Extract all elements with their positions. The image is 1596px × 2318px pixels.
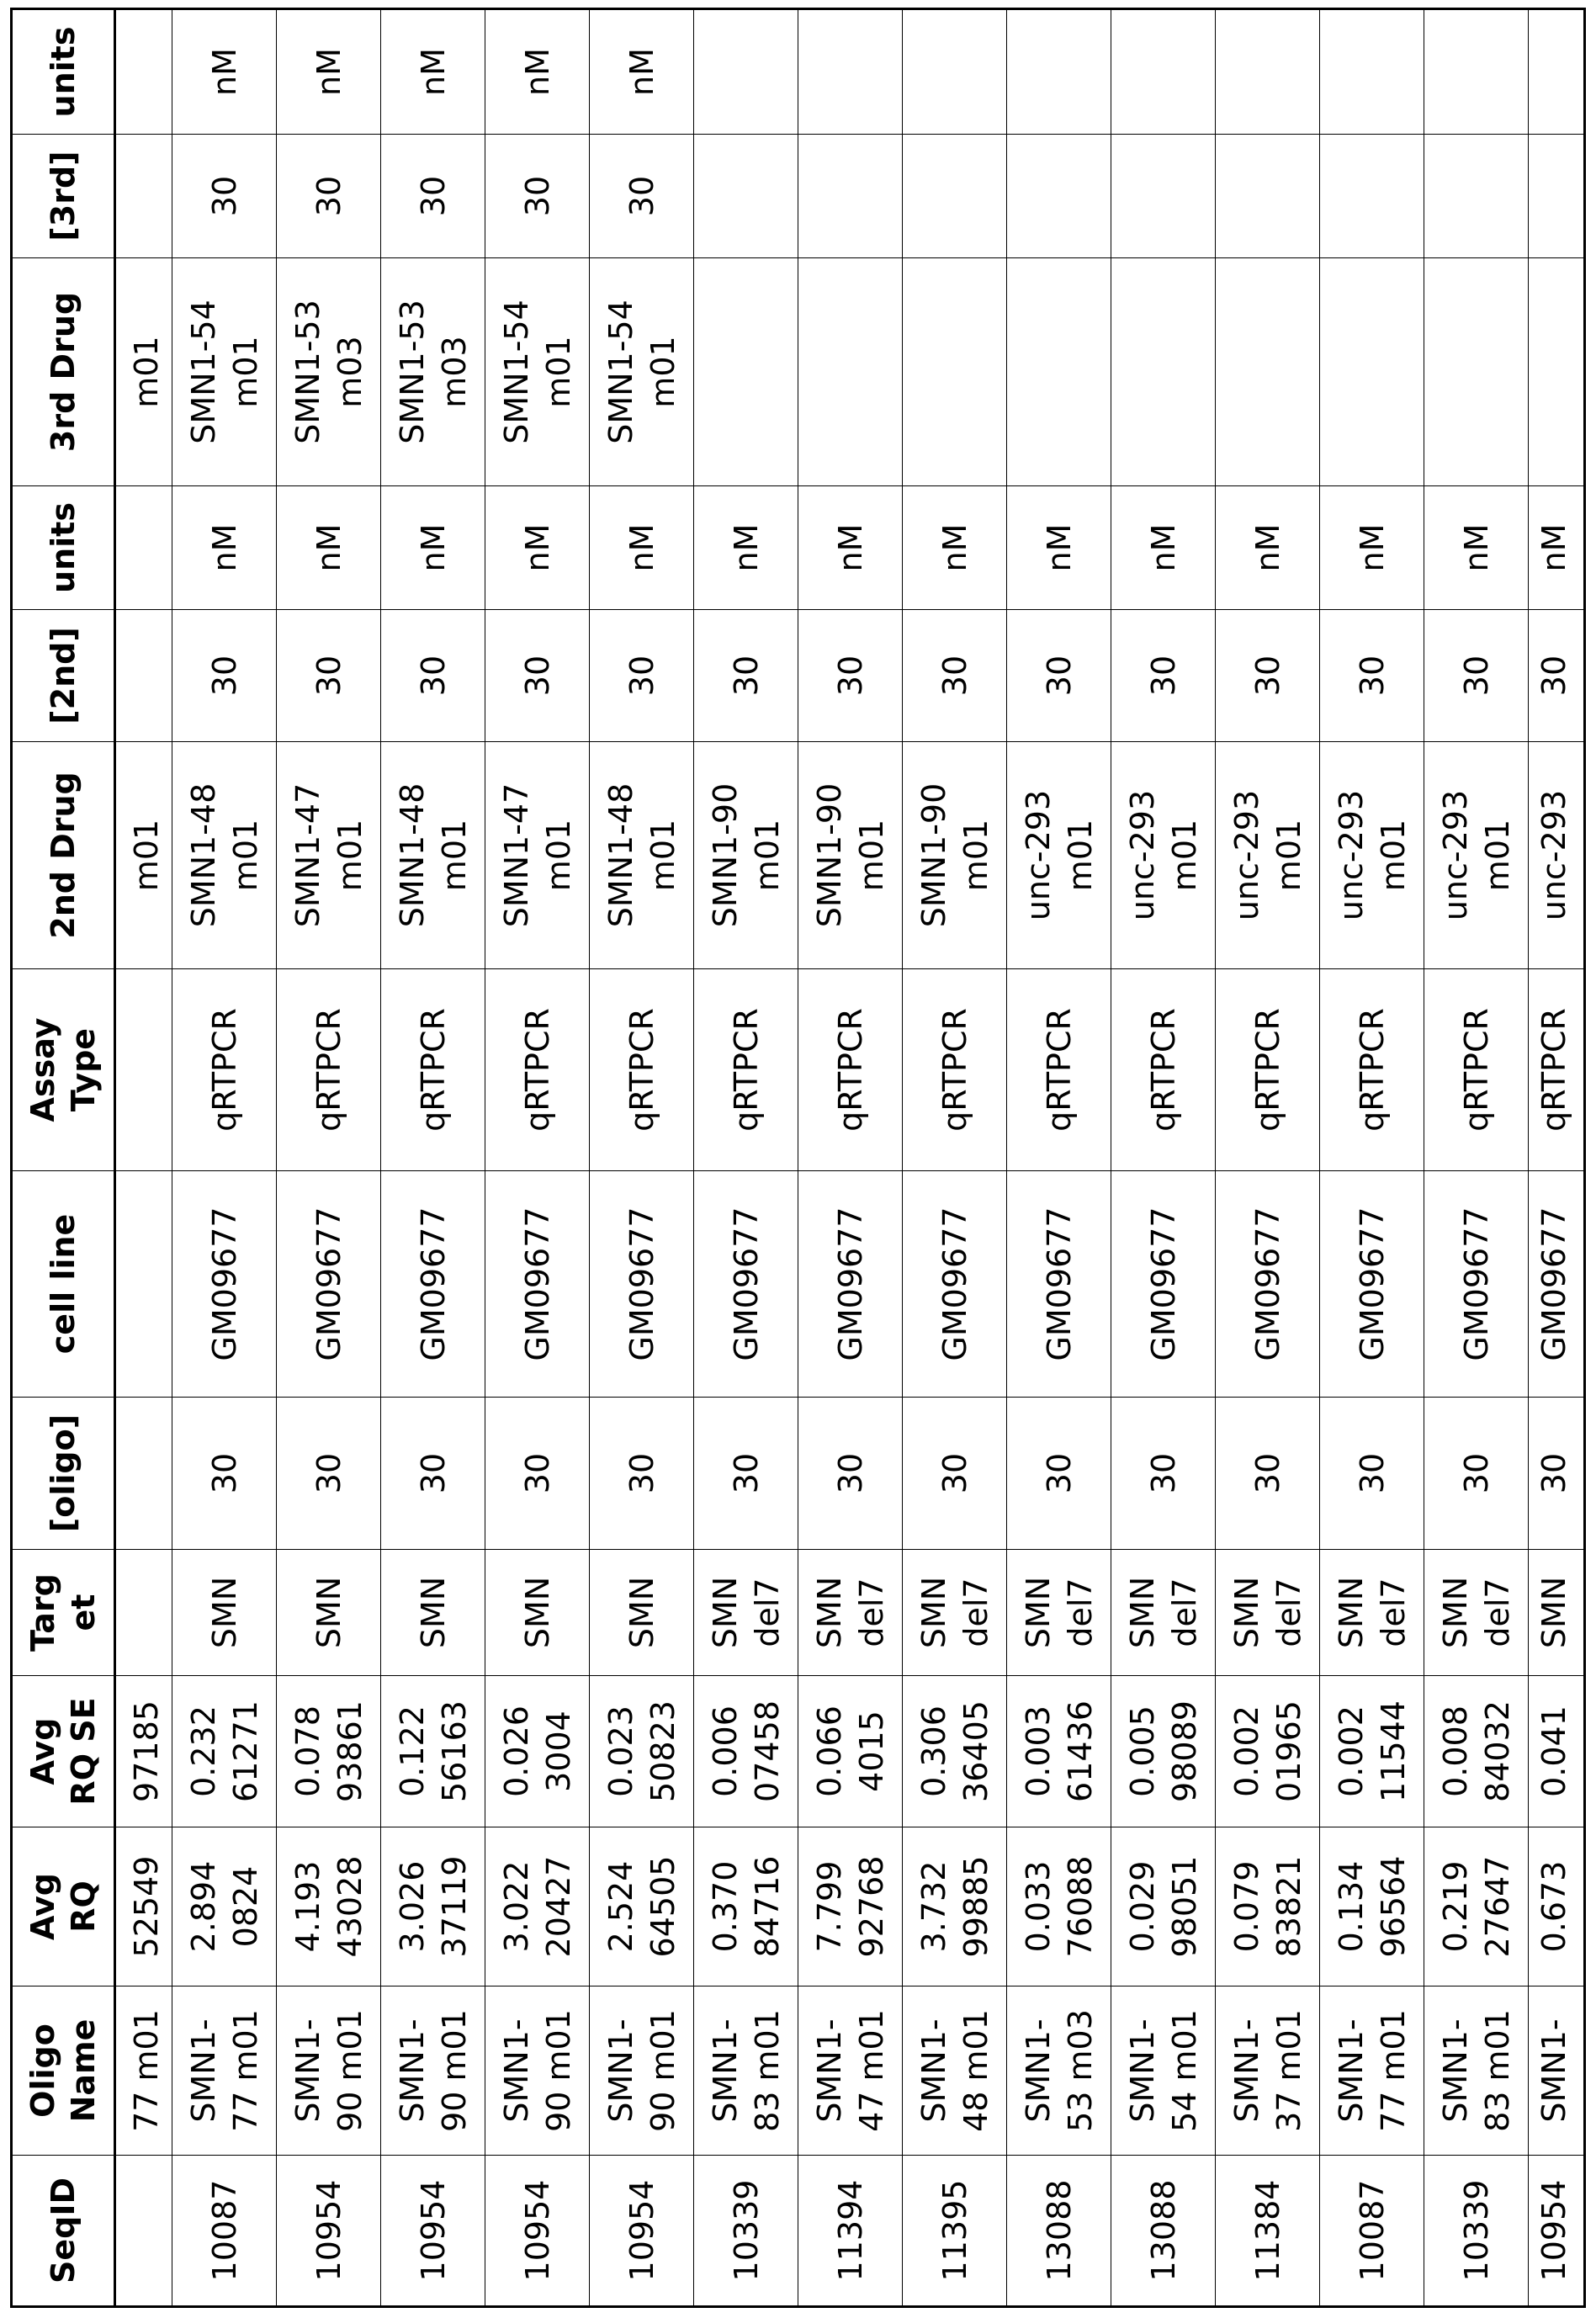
table-row xyxy=(1007,9,1111,2307)
cell: 0.370 84716 xyxy=(694,1827,798,1986)
cell: GM09677 xyxy=(1216,1171,1320,1398)
cell: 3.022 20427 xyxy=(485,1827,590,1986)
cell: GM09677 xyxy=(485,1171,590,1398)
cell: 10954 xyxy=(277,2156,381,2307)
cell: nM xyxy=(277,9,381,135)
cell: nM xyxy=(1424,486,1529,610)
cell: SMN1-54 m01 xyxy=(485,258,590,486)
cell xyxy=(798,135,903,258)
cell: 0.066 4015 xyxy=(798,1676,903,1827)
cell: unc-293 m01 xyxy=(1424,742,1529,969)
cell: GM09677 xyxy=(590,1171,694,1398)
cell: SMN1-54 m01 xyxy=(590,258,694,486)
cell xyxy=(115,9,172,135)
cell xyxy=(1007,258,1111,486)
cell xyxy=(1320,135,1424,258)
cell: qRTPCR xyxy=(1320,969,1424,1171)
cell: SMN1- 90 m01 xyxy=(381,1986,485,2156)
cell: 30 xyxy=(381,135,485,258)
cell: SMN1-48 m01 xyxy=(172,742,277,969)
cell: nM xyxy=(1529,486,1585,610)
cell: GM09677 xyxy=(1007,1171,1111,1398)
cell xyxy=(115,1550,172,1676)
cell: nM xyxy=(172,9,277,135)
cell: 10087 xyxy=(1320,2156,1424,2307)
cell: 11384 xyxy=(1216,2156,1320,2307)
cell xyxy=(1529,258,1585,486)
header-2nd-drug: 2nd Drug xyxy=(12,742,115,969)
cell: unc-293 m01 xyxy=(1111,742,1216,969)
cell xyxy=(1216,9,1320,135)
cell: GM09677 xyxy=(381,1171,485,1398)
cell: GM09677 xyxy=(277,1171,381,1398)
cell xyxy=(1111,258,1216,486)
cell: 0.023 50823 xyxy=(590,1676,694,1827)
cell: 11395 xyxy=(903,2156,1007,2307)
cell: 13088 xyxy=(1111,2156,1216,2307)
cell xyxy=(115,969,172,1171)
cell: 30 xyxy=(694,610,798,742)
cell: SMN1- 90 m01 xyxy=(485,1986,590,2156)
cell: qRTPCR xyxy=(694,969,798,1171)
table-row xyxy=(172,9,277,2307)
cell: 97185 xyxy=(115,1676,172,1827)
cell: unc-293 m01 xyxy=(1320,742,1424,969)
cell: 30 xyxy=(1529,1398,1585,1550)
cell: m01 xyxy=(115,258,172,486)
table-row xyxy=(590,9,694,2307)
cell: 30 xyxy=(172,135,277,258)
cell: SMN xyxy=(172,1550,277,1676)
cell xyxy=(1111,9,1216,135)
table-row xyxy=(1424,9,1529,2307)
cell: 30 xyxy=(1529,610,1585,742)
cell: 0.134 96564 xyxy=(1320,1827,1424,1986)
cell xyxy=(694,9,798,135)
header-oligo-conc: [oligo] xyxy=(12,1398,115,1550)
cell: SMN1- 90 m01 xyxy=(590,1986,694,2156)
cell: nM xyxy=(485,486,590,610)
cell xyxy=(115,486,172,610)
table-row xyxy=(694,9,798,2307)
table-row xyxy=(1111,9,1216,2307)
cell: 30 xyxy=(590,1398,694,1550)
cell: qRTPCR xyxy=(172,969,277,1171)
cell xyxy=(115,610,172,742)
cell: 0.673 xyxy=(1529,1827,1585,1986)
cell xyxy=(115,1398,172,1550)
table-row xyxy=(485,9,590,2307)
cell xyxy=(1424,258,1529,486)
cell xyxy=(1424,9,1529,135)
cell: SMN1- 47 m01 xyxy=(798,1986,903,2156)
cell: 30 xyxy=(381,610,485,742)
cell: 30 xyxy=(1007,610,1111,742)
cell: GM09677 xyxy=(1424,1171,1529,1398)
cell: SMN xyxy=(590,1550,694,1676)
cell: 10954 xyxy=(485,2156,590,2307)
cell: unc-293 xyxy=(1529,742,1585,969)
cell: 30 xyxy=(485,1398,590,1550)
cell: SMN1- 53 m03 xyxy=(1007,1986,1111,2156)
cell: nM xyxy=(381,9,485,135)
cell xyxy=(115,1171,172,1398)
cell xyxy=(1529,9,1585,135)
cell xyxy=(1007,135,1111,258)
cell: 0.079 83821 xyxy=(1216,1827,1320,1986)
header-avg-rq-se: Avg RQ SE xyxy=(12,1676,115,1827)
cell xyxy=(694,258,798,486)
cell: 11394 xyxy=(798,2156,903,2307)
header-units-3rd: units xyxy=(12,9,115,135)
cell: 0.232 61271 xyxy=(172,1676,277,1827)
cell xyxy=(1529,135,1585,258)
cell: 0.219 27647 xyxy=(1424,1827,1529,1986)
table-row xyxy=(277,9,381,2307)
cell: 30 xyxy=(1424,1398,1529,1550)
cell: 3.026 37119 xyxy=(381,1827,485,1986)
cell: 0.029 98051 xyxy=(1111,1827,1216,1986)
cell: SMN xyxy=(277,1550,381,1676)
cell: 30 xyxy=(1320,610,1424,742)
cell: SMN1-53 m03 xyxy=(277,258,381,486)
cell: 30 xyxy=(381,1398,485,1550)
header-3rd-drug: 3rd Drug xyxy=(12,258,115,486)
cell: SMN del7 xyxy=(1424,1550,1529,1676)
cell: SMN1-90 m01 xyxy=(798,742,903,969)
cell: 10339 xyxy=(1424,2156,1529,2307)
cell: qRTPCR xyxy=(277,969,381,1171)
cell: unc-293 m01 xyxy=(1007,742,1111,969)
cell: qRTPCR xyxy=(1007,969,1111,1171)
cell xyxy=(798,258,903,486)
cell: 30 xyxy=(590,135,694,258)
cell: 0.078 93861 xyxy=(277,1676,381,1827)
cell: 30 xyxy=(277,610,381,742)
cell: 13088 xyxy=(1007,2156,1111,2307)
rotated-table-page xyxy=(10,10,1585,2308)
cell xyxy=(1424,135,1529,258)
cell xyxy=(115,2156,172,2307)
cell: SMN1- 54 m01 xyxy=(1111,1986,1216,2156)
cell xyxy=(1216,135,1320,258)
cell: SMN xyxy=(485,1550,590,1676)
header-row xyxy=(12,9,115,2307)
header-avg-rq: Avg RQ xyxy=(12,1827,115,1986)
cell: SMN1-47 m01 xyxy=(277,742,381,969)
cell xyxy=(903,258,1007,486)
cell: GM09677 xyxy=(1320,1171,1424,1398)
cell: 2.524 64505 xyxy=(590,1827,694,1986)
cell: SMN del7 xyxy=(1320,1550,1424,1676)
header-target: Targ et xyxy=(12,1550,115,1676)
cell: nM xyxy=(903,486,1007,610)
table-row xyxy=(903,9,1007,2307)
cell: nM xyxy=(694,486,798,610)
cell: SMN1-48 m01 xyxy=(381,742,485,969)
cell: 30 xyxy=(694,1398,798,1550)
cell: nM xyxy=(485,9,590,135)
cell: 0.122 56163 xyxy=(381,1676,485,1827)
cell: 10954 xyxy=(590,2156,694,2307)
cell: nM xyxy=(1320,486,1424,610)
cell: 30 xyxy=(798,1398,903,1550)
cell: 30 xyxy=(903,610,1007,742)
cell xyxy=(903,135,1007,258)
cell: 30 xyxy=(485,610,590,742)
cell: 0.026 3004 xyxy=(485,1676,590,1827)
cell: GM09677 xyxy=(798,1171,903,1398)
cell: nM xyxy=(590,9,694,135)
cell: qRTPCR xyxy=(798,969,903,1171)
cell xyxy=(115,135,172,258)
cell: GM09677 xyxy=(172,1171,277,1398)
cell: 4.193 43028 xyxy=(277,1827,381,1986)
cell xyxy=(1320,258,1424,486)
cell xyxy=(798,9,903,135)
cell: SMN1-48 m01 xyxy=(590,742,694,969)
table-row-partial-bottom xyxy=(1529,9,1585,2307)
cell xyxy=(1111,135,1216,258)
cell: SMN del7 xyxy=(1216,1550,1320,1676)
cell: SMN1-90 m01 xyxy=(694,742,798,969)
cell: qRTPCR xyxy=(381,969,485,1171)
cell: GM09677 xyxy=(1111,1171,1216,1398)
cell: qRTPCR xyxy=(903,969,1007,1171)
cell: SMN del7 xyxy=(1111,1550,1216,1676)
cell: GM09677 xyxy=(694,1171,798,1398)
cell: 52549 xyxy=(115,1827,172,1986)
cell: 0.008 84032 xyxy=(1424,1676,1529,1827)
cell: 30 xyxy=(1216,610,1320,742)
cell: 0.002 01965 xyxy=(1216,1676,1320,1827)
cell: 30 xyxy=(1007,1398,1111,1550)
cell: 30 xyxy=(1424,610,1529,742)
cell: SMN del7 xyxy=(694,1550,798,1676)
cell: nM xyxy=(277,486,381,610)
cell: nM xyxy=(590,486,694,610)
cell: qRTPCR xyxy=(1216,969,1320,1171)
cell: nM xyxy=(1216,486,1320,610)
cell: 3.732 99885 xyxy=(903,1827,1007,1986)
cell: SMN1- 83 m01 xyxy=(1424,1986,1529,2156)
header-2nd-conc: [2nd] xyxy=(12,610,115,742)
table-row xyxy=(1216,9,1320,2307)
cell: 30 xyxy=(1111,1398,1216,1550)
cell: nM xyxy=(798,486,903,610)
cell: GM09677 xyxy=(1529,1171,1585,1398)
cell: SMN1-47 m01 xyxy=(485,742,590,969)
cell xyxy=(903,9,1007,135)
cell: SMN1- 37 m01 xyxy=(1216,1986,1320,2156)
cell: 0.005 98089 xyxy=(1111,1676,1216,1827)
cell: SMN xyxy=(1529,1550,1585,1676)
cell: 30 xyxy=(798,610,903,742)
cell: nM xyxy=(1111,486,1216,610)
cell: SMN del7 xyxy=(798,1550,903,1676)
cell: 10339 xyxy=(694,2156,798,2307)
cell: 0.003 61436 xyxy=(1007,1676,1111,1827)
cell: 10954 xyxy=(1529,2156,1585,2307)
cell: unc-293 m01 xyxy=(1216,742,1320,969)
cell: SMN1- xyxy=(1529,1986,1585,2156)
cell: 0.033 76088 xyxy=(1007,1827,1111,1986)
table-row xyxy=(381,9,485,2307)
cell xyxy=(1320,9,1424,135)
table-row xyxy=(1320,9,1424,2307)
header-assay-type: Assay Type xyxy=(12,969,115,1171)
cell: 30 xyxy=(590,610,694,742)
cell: 30 xyxy=(1111,610,1216,742)
cell: SMN1- 48 m01 xyxy=(903,1986,1007,2156)
table-row-partial-top xyxy=(115,9,172,2307)
cell: qRTPCR xyxy=(485,969,590,1171)
cell: SMN1- 83 m01 xyxy=(694,1986,798,2156)
cell: 10087 xyxy=(172,2156,277,2307)
cell: nM xyxy=(1007,486,1111,610)
cell: 0.002 11544 xyxy=(1320,1676,1424,1827)
cell: 0.041 xyxy=(1529,1676,1585,1827)
cell: 30 xyxy=(172,1398,277,1550)
header-3rd-conc: [3rd] xyxy=(12,135,115,258)
cell: nM xyxy=(381,486,485,610)
cell: SMN del7 xyxy=(1007,1550,1111,1676)
header-seqid: SeqID xyxy=(12,2156,115,2307)
cell: GM09677 xyxy=(903,1171,1007,1398)
cell xyxy=(694,135,798,258)
cell xyxy=(1216,258,1320,486)
cell: SMN1- 77 m01 xyxy=(172,1986,277,2156)
cell: 0.006 07458 xyxy=(694,1676,798,1827)
cell: 2.894 0824 xyxy=(172,1827,277,1986)
header-oligo-name: Oligo Name xyxy=(12,1986,115,2156)
cell: SMN1- 77 m01 xyxy=(1320,1986,1424,2156)
cell: 77 m01 xyxy=(115,1986,172,2156)
header-cell-line: cell line xyxy=(12,1171,115,1398)
cell: SMN1- 90 m01 xyxy=(277,1986,381,2156)
cell: qRTPCR xyxy=(1529,969,1585,1171)
cell: m01 xyxy=(115,742,172,969)
cell: SMN1-53 m03 xyxy=(381,258,485,486)
cell: 30 xyxy=(277,135,381,258)
cell: 7.799 92768 xyxy=(798,1827,903,1986)
results-table xyxy=(10,8,1586,2308)
cell: 30 xyxy=(1320,1398,1424,1550)
cell: SMN1-54 m01 xyxy=(172,258,277,486)
cell: 30 xyxy=(485,135,590,258)
cell: 30 xyxy=(277,1398,381,1550)
cell: qRTPCR xyxy=(1111,969,1216,1171)
cell: SMN1-90 m01 xyxy=(903,742,1007,969)
table-row xyxy=(798,9,903,2307)
cell: 30 xyxy=(1216,1398,1320,1550)
cell: 0.306 36405 xyxy=(903,1676,1007,1827)
cell: qRTPCR xyxy=(590,969,694,1171)
cell: 30 xyxy=(172,610,277,742)
cell: SMN xyxy=(381,1550,485,1676)
cell: nM xyxy=(172,486,277,610)
cell: 10954 xyxy=(381,2156,485,2307)
cell: SMN del7 xyxy=(903,1550,1007,1676)
cell: 30 xyxy=(903,1398,1007,1550)
cell: qRTPCR xyxy=(1424,969,1529,1171)
header-units-2nd: units xyxy=(12,486,115,610)
cell xyxy=(1007,9,1111,135)
